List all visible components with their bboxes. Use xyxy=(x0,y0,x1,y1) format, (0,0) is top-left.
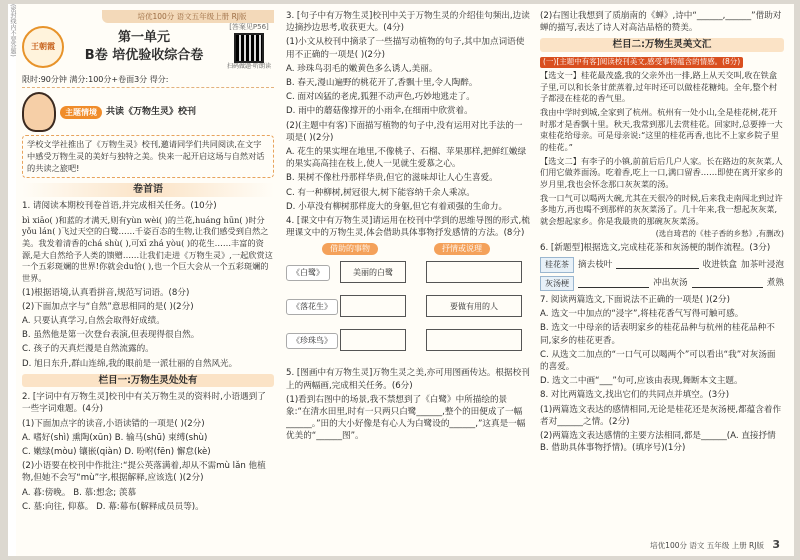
logo-badge: 王朝霞 xyxy=(22,26,64,68)
binding-spine: (密封线内不要答题) xyxy=(8,4,16,556)
option: C. 嫩绿(mòu) 镶嵌(qiàn) D. 吩咐(fēn) 懈怠(kè) xyxy=(22,447,211,458)
column-middle xyxy=(286,10,530,550)
column-right xyxy=(540,10,784,538)
option: C. 孩子的天真烂漫是自然流露的。 xyxy=(22,344,154,355)
question-8: 8. 对比两篇选文,找出它们的共同点并填空。(3分) xyxy=(540,390,730,401)
option: A. 花生的果实埋在地里,不像桃子、石榴、苹果那样,把鲜红嫩绿的果实高高挂在枝上,使人一见就生爱慕之心。 xyxy=(286,147,527,170)
flow-blank[interactable] xyxy=(692,279,763,288)
theme-badge: 主题情境 xyxy=(60,106,102,119)
flow-step: 煮熟 xyxy=(766,278,784,289)
diag-book: 《珍珠鸟》 xyxy=(286,333,338,348)
paper-title: B卷 培优验收综合卷 xyxy=(84,48,204,63)
qr-caption: 扫码做题·听朗读 xyxy=(227,62,271,70)
diag-right-box[interactable] xyxy=(426,329,522,351)
flow-row-2 xyxy=(540,276,784,291)
option: B. 虽然他是第一次登台表演,但表现得很自然。 xyxy=(22,330,200,341)
question-5-1: (1)看到右图中的场景,我不禁想到了《白鹭》中所描绘的景象:“在清水田里,时有一只两只白鹭______,整个的田便成了一幅______。”田的大小好像是有心人为白鹭设的______,”这真是一幅优美的“______图”。 xyxy=(286,394,526,442)
unit-title: 第一单元 xyxy=(117,29,170,45)
flow-start: 桂花茶 xyxy=(540,257,574,272)
passage-1b: 我由中学时到城,全家到了杭州。杭州有一处小山,全是桂花树,花开时那才是香飘十里。秋天,我常到那儿去赏桂花。回家时,总要捧一大束桂花给母亲。可是母亲说:“这里的桂花再香,也比不上家乡院子里的桂花。” xyxy=(540,107,783,152)
diag-book: 《落花生》 xyxy=(286,299,338,314)
option: B. 果树不像杜丹那样华贵,但它的滋味却让人心生喜爱。 xyxy=(286,173,498,184)
option: D. 旭日东升,群山连绵,我的眼前是一派壮丽的自然风光。 xyxy=(22,358,238,369)
option: A. 嗜好(shì) 熏陶(xūn) B. 输马(shū) 束缚(shù) xyxy=(22,432,208,443)
question-1-text: bì xiāo( )和蓝的才满天,则有yùn wèi( )的兰花,huáng hūn( )时分yǒu lán( )飞过天空的白鹭……千姿百态的生物,让我们感受到自然之美。我发着清香的chá shù( ),可xī zhá yòu( )的花生……丰富的资源,是大自然给予人类的馈赠……让我们走进《万物生灵》,一起欣赏这一个五彩斑斓的世界!你就会du恰( ),也一个巨大会从一个五彩斑斓的世界。 xyxy=(22,214,273,283)
page-footer xyxy=(650,537,780,553)
footer-text: 培优100分 语文 五年级 上册 RJ版 xyxy=(650,541,764,551)
column-heading-1: 栏目一:万物生灵处处有 xyxy=(22,374,274,387)
option: C. 墓:向往, 仰慕。 D. 幕:幕布(解释成员员等)。 xyxy=(22,501,204,512)
diag-book: 《白鹭》 xyxy=(286,265,330,280)
diag-head-right: 抒情或说理 xyxy=(434,243,490,254)
option: B. 选文一中母亲的话表明家乡的桂花品种与杭州的桂花品种不同,家乡的桂花更香。 xyxy=(540,323,775,346)
diag-head-left: 借助的事物 xyxy=(322,243,378,254)
question-1: 1. 请阅读本期校刊卷首语,并完成相关任务。(10分) xyxy=(22,201,217,212)
question-1-1: (1)根据语境,认真看拼音,规范写词语。(8分) xyxy=(22,287,190,298)
option: C. 有一种柳树,树冠很大,树下能容纳千余人乘凉。 xyxy=(286,187,475,198)
header-tab: 培优100分 语文五年级上册 RJ版 xyxy=(102,10,274,23)
diag-right-box: 要做有用的人 xyxy=(426,295,522,317)
option: C. 从选文二加点的“一口气可以喝两个”可以看出“我”对灰汤面的喜爱。 xyxy=(540,349,776,372)
diag-mid-box[interactable] xyxy=(340,295,406,317)
intro-box: 学校文学社推出了《万物生灵》校刊,邀请同学们共同阅读,在文字中感受万物生灵的美好与独特之美。快来一起开启这场与自然对话的共读之旅吧! xyxy=(22,135,274,178)
question-8-1: (1)两篇选文表达的感情相同,无论是桂花还是灰汤梗,都蕴含着作者对______之情。(2分) xyxy=(540,404,782,427)
option: A. 选文一中加点的“浸字”,将桂花香气写得可触可感。 xyxy=(540,309,744,320)
flow-blank[interactable] xyxy=(616,260,698,269)
diag-right-box[interactable] xyxy=(426,261,522,283)
title-block xyxy=(22,24,274,70)
theme-row xyxy=(22,92,274,132)
question-3: 3. [句子中有万物生灵]校刊中关于万物生灵的介绍佳句频出,边读边摘抄边思考,收获更大。(4分) xyxy=(286,11,530,34)
page-number: 3 xyxy=(772,538,780,552)
passage-2b: 我一口气可以喝两大碗,尤其在天很冷的时候,后来我走南闯北到过许多地方,再也喝不到那样的灰灰菜汤了。几十年来,我一想起灰灰菜,就会想起家乡。你是我最贵的那碗灰灰菜汤。 xyxy=(540,192,783,226)
option: A. 暮:傍晚。 B. 慕:想念; 羡慕 xyxy=(22,487,137,498)
question-5-2: (2)右图让我想到了质崩南的《蝉》,诗中“______,______”借助对蝉的描写,表达了诗人对高洁品格的赞美。 xyxy=(540,11,782,34)
flow-step: 加茶叶浸泡 xyxy=(741,259,784,270)
question-3-1: (1)小文从校刊中摘录了一些描写动植物的句子,其中加点词语使用不正确的一项是( )(2分) xyxy=(286,37,525,60)
option: D. 小草没有柳树那样庞大的身躯,但它有着顽强的生命力。 xyxy=(286,201,508,212)
question-8-2: (2)两篇选文表达感情的主要方法相同,都是______(A. 直接抒情 B. 借助具体事物抒情)。(填序号)(1分) xyxy=(540,431,776,454)
question-1-2: (2)下面加点字与“自然”意思相同的是( )(2分) xyxy=(22,301,194,312)
question-6: 6. [新题型]根据选文,完成桂花茶和灰汤梗的制作流程。(3分) xyxy=(540,243,771,254)
mind-map xyxy=(286,243,530,363)
reading-section xyxy=(540,56,784,68)
flow-step: 冲出灰汤 xyxy=(653,278,688,289)
question-5: 5. [图画中有万物生灵]万物生灵之美,亦可用图画传达。根据校刊上的两幅画,完成相关任务。(6分) xyxy=(286,368,530,391)
question-2-2: (2)小语要在校刊中作批注:“提公英落满着,却从不需mù lǎn 他植物,但她不会写“mù”字,根据解释,应该选( )(2分) xyxy=(22,461,266,484)
flow-step: 收进铁盒 xyxy=(702,259,738,270)
question-3-2: (2)(主题中有客)下面描写植物的句子中,没有运用对比手法的一项是( )(2分) xyxy=(286,120,523,143)
question-2: 2. [字词中有万物生灵]校刊中有关万物生灵的资料时,小语遇到了一些字词难题。(4分) xyxy=(22,392,266,415)
option: A. 珍珠鸟羽毛的嫩黄色多么诱人,美丽。 xyxy=(286,63,438,74)
flow-start: 灰汤梗 xyxy=(540,276,574,291)
passage-source: (选自琦君的《桂子香的乡愁》,有删改) xyxy=(655,229,784,239)
column-left xyxy=(22,10,274,550)
answer-ref: [答案见P56] xyxy=(229,22,269,31)
flow-row-1 xyxy=(540,257,784,272)
question-2-1: (1)下面加点字的读音,小语读错的一项是( )(2分) xyxy=(22,418,205,429)
column-heading-2: 栏目二:万物生灵美文汇 xyxy=(540,38,784,51)
exam-page xyxy=(8,4,794,556)
diag-mid-box: 美丽的白鹭 xyxy=(340,261,406,283)
question-4: 4. [课文中有万物生灵]请运用在校刊中学到的思维导图的形式,梳理课文中的万物生灵,体会借助具体事物抒发感情的方法。(8分) xyxy=(286,216,530,239)
passage-2: 【选文二】有李子的小镇,前前后后几户人家。长在路边的灰灰菜,人们用它做荞面汤。吃着香,吃上一口,满口留香……即使在离开家乡的岁月里,我也会怀念那口灰灰菜的汤。 xyxy=(540,155,783,189)
option: D. 雨中的蘑菇像撑开的小雨伞,在细雨中欣赏着。 xyxy=(286,106,473,117)
question-7: 7. 阅读两篇选文,下面说法不正确的一项是( )(2分) xyxy=(540,294,730,305)
theme-title: 共读《万物生灵》校刊 xyxy=(106,106,197,117)
flow-step: 摘去枝叶 xyxy=(578,259,613,270)
student-avatar-icon xyxy=(22,92,56,132)
section-heading: 卷首语 xyxy=(22,183,274,197)
diag-mid-box[interactable] xyxy=(340,329,406,351)
flow-blank[interactable] xyxy=(578,279,649,288)
option: A. 只要认真学习,自然会取得好成绩。 xyxy=(22,315,165,326)
option: B. 春天,漫山遍野的桃花开了,香飘十里,令人陶醉。 xyxy=(286,78,478,89)
qr-code-icon[interactable] xyxy=(234,33,264,63)
reading-tag: (一)[主题中有客]阅读校刊美文,感受事物蕴含的情感。(8分) xyxy=(540,57,743,68)
exam-meta: 限时:90分钟 满分:100分+卷面3分 得分: xyxy=(22,74,274,88)
passage-1: 【选文一】桂花最茂盛,我的父亲外出一排,路上从天交叫,收在铁盒子里,可以和长条甘蔗蒸着,过年时还可以做桂花糖炖。全年,整个村子都浸在桂花的香气里。 xyxy=(540,70,778,104)
option: D. 选文二中画“___”句可,应该由表现,舞断本文主题。 xyxy=(540,376,743,387)
option: C. 面对凶猛的老虎,狐狸不动声色,巧妙地逃走了。 xyxy=(286,92,475,103)
